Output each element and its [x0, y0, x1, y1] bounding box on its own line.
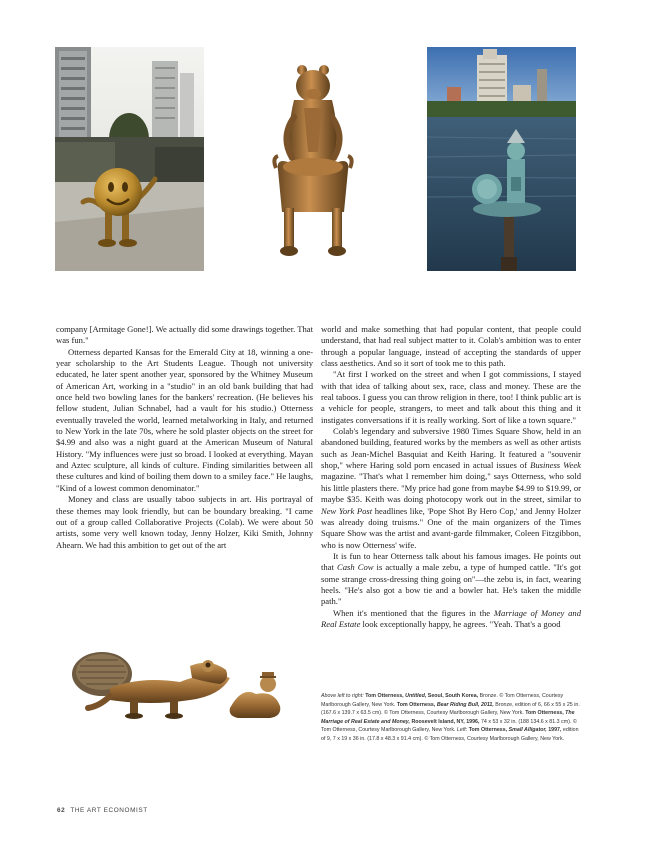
paragraph: Colab's legendary and subversive 1980 Times Square Show, held in an abandoned building, featured works by the members as well as other artists such as Jean-Michel Basquiat and Keith Haring. It featured a "souvenir shop," where Haring sold porn encased in actual issues of Business Week magazine. "That's what I remember him doing," says Otterness, who sold his little plasters there. "My price had gone from maybe $4.99 to $19.99, or maybe $35. Keith was doing photocopy work out in the street, similar to New York Post headlines like, 'Pope Shot By Hero Cop,' and Jenny Holzer was already doing truisms." One of the main organizers of the Times Square Show was the artist and avant-garde filmmaker, Coleen Fitzgibbon, who is now Otterness' wife.	[321, 426, 581, 550]
photo-bear-riding-bull	[272, 62, 354, 258]
paragraph: "At first I worked on the street and when I got commissions, I stayed with that idea of talking about sex, race, class and money. These are the real taboos. I guess you can throw religion in there, too! I think public art is a vehicle for people, strangers, to meet and talk about this thing and it instigates conversations if it is really working. Sort of like a town square."	[321, 369, 581, 425]
photo-caption: Above left to right: Tom Otterness, Untitled, Seoul, South Korea, Bronze. © Tom Otterness, Courtesy Marlborough Gallery, New York. Tom Otterness, Bear Riding Bull, 2011, Bronze, edition of 6, 66 x 55 x 25 in. (167.6 x 139.7 x 63.5 cm). © Tom Otterness, Courtesy Marlborough Gallery, New York. Tom Otterness, The Marriage of Real Estate and Money, Roosevelt Island, NY, 1996, 74 x 53 x 32 in. (188 134.6 x 81.3 cm). © Tom Otterness, Courtesy Marlborough Gallery, New York. Left: Tom Otterness, Small Alligator, 1997, edition of 9, 7 x 19 x 36 in. (17.8 x 48.3 x 91.4 cm). © Tom Otterness, Courtesy Marlborough Gallery, New York.	[321, 693, 580, 742]
paragraph: When it's mentioned that the figures in the Marriage of Money and Real Estate look exceptionally happy, he agrees. "Yeah. That's a good	[321, 607, 581, 629]
photo-marriage-real-estate-money	[427, 47, 576, 271]
paragraph: Otterness departed Kansas for the Emerald City at 18, winning a one-year scholarship to the Art Students League. Though not university educated, he later spent another year, sponsored by the Whitney Museum of American Art, working in a "studio" in an old bank building that had once held two bowling lanes for the bankers' recreation. (He believes his fellow student, Julian Schnabel, had a vault for his studio.) Otterness eventually traveled the world, learned metalworking in Italy, and returned to New York in the late 70s, where he sold plaster objects on the street for $4.99 and also was a night guard at the American Museum of Natural History. "My influences were just so broad. I looked at everything. Mayan and Aztec sculpture, all kinds of culture. Finding similarities between all these cultures and kind of boiling them down to a smiley face." He laughs, "Kind of a lowest common denominator."	[56, 346, 313, 493]
paragraph: world and make something that had popular content, that people could understand, that had real subject matter to it. Colab's ambition was to enter through a popular language, instead of accepting the standards of upper class aesthetics. And so it sort of took me to this path.	[321, 324, 581, 369]
left-text-column	[56, 324, 313, 551]
page-footer	[57, 807, 148, 814]
paragraph: company [Armitage Gone!]. We actually did some drawings together. That was fun."	[56, 324, 313, 346]
photo-small-alligator	[70, 636, 292, 722]
page-number: 62	[57, 807, 66, 814]
photo-smiley-sculpture	[55, 47, 204, 271]
publication-name: THE ART ECONOMIST	[70, 807, 148, 814]
right-text-column	[321, 324, 581, 630]
paragraph: Money and class are usually taboo subjects in art. His portrayal of these themes may look friendly, but can be boundary breaking. "I came out of a group called Collaborative Projects (Colab). We were about 50 artists, some very well known today, Jenny Holzer, Kiki Smith, Johnny Ahearn. We had this ambition to get out of the art	[56, 494, 313, 550]
paragraph: It is fun to hear Otterness talk about his famous images. He points out that Cash Cow is actually a male zebu, a type of humped cattle. "It's got some strange cross-dressing thing going on"—the zebu is, in fact, wearing heels. "He's also got a bow tie and a bowler hat. He's taken the middle path."	[321, 550, 581, 607]
